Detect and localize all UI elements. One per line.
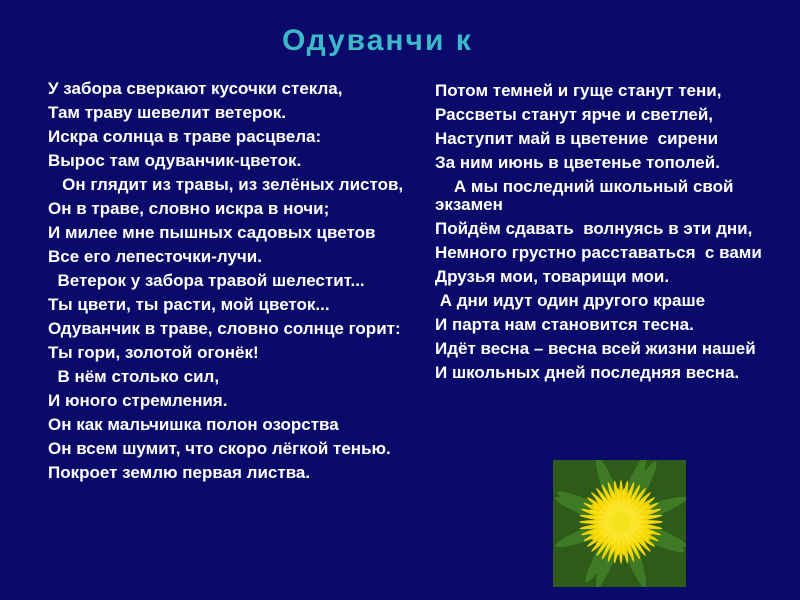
poem-line: Ветерок у забора травой шелестит...: [48, 271, 365, 290]
poem-line: Идёт весна – весна всей жизни нашей: [435, 339, 756, 358]
poem-line: И юного стремления.: [48, 391, 228, 410]
poem-line: Он как мальчишка полон озорства: [48, 415, 339, 434]
slide-title: Одуванчи к: [282, 24, 473, 57]
poem-line: Пойдём сдавать волнуясь в эти дни,: [435, 219, 753, 238]
poem-line: В нём столько сил,: [48, 367, 220, 386]
poem-line: Потом темней и гуще станут тени,: [435, 81, 722, 100]
poem-line: Наступит май в цветение сирени: [435, 129, 719, 148]
poem-column-right: [435, 82, 800, 388]
poem-line: Он глядит из травы, из зелёных листов,: [48, 175, 404, 194]
poem-line: Все его лепесточки-лучи.: [48, 247, 262, 266]
poem-line: Ты цвети, ты расти, мой цветок...: [48, 295, 330, 314]
poem-line: За ним июнь в цветенье тополей.: [435, 153, 720, 172]
poem-line: Он в траве, словно искра в ночи;: [48, 199, 330, 218]
poem-line: Ты гори, золотой огонёк!: [48, 343, 259, 362]
poem-line: Рассветы станут ярче и светлей,: [435, 105, 714, 124]
poem-line: Там траву шевелит ветерок.: [48, 103, 286, 122]
poem-column-left: [48, 80, 418, 488]
poem-line: И парта нам становится тесна.: [435, 315, 694, 334]
poem-line: Покроет землю первая листва.: [48, 463, 311, 482]
poem-line: И милее мне пышных садовых цветов: [48, 223, 376, 242]
poem-line: Искра солнца в траве расцвела:: [48, 127, 322, 146]
poem-line: А дни идут один другого краше: [435, 291, 706, 310]
poem-line: Немного грустно расставаться с вами: [435, 243, 762, 262]
poem-line: Друзья мои, товарищи мои.: [435, 267, 670, 286]
poem-line: У забора сверкают кусочки стекла,: [48, 79, 343, 98]
poem-line: Вырос там одуванчик-цветок.: [48, 151, 302, 170]
poem-line: А мы последний школьный свой экзамен: [435, 177, 739, 214]
dandelion-photo: [553, 460, 686, 587]
poem-line: Одуванчик в траве, словно солнце горит:: [48, 319, 401, 338]
poem-line: И школьных дней последняя весна.: [435, 363, 740, 382]
poem-line: Он всем шумит, что скоро лёгкой тенью.: [48, 439, 391, 458]
